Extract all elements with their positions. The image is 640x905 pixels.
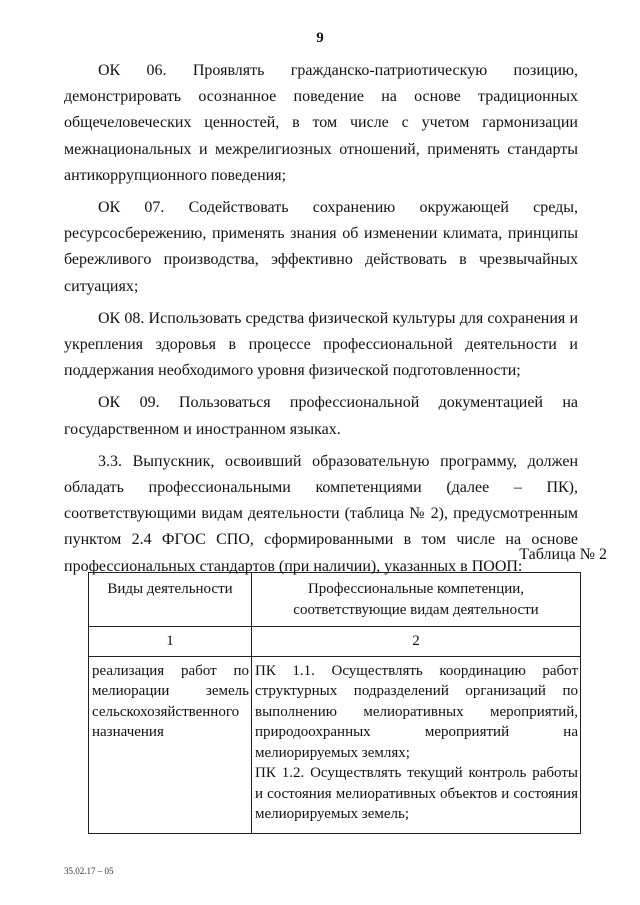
header-competences: Профессиональные компетенции, соответствующие видам деятельности: [252, 573, 581, 627]
table-header-row: [89, 573, 581, 627]
column-number-2: 2: [252, 627, 581, 657]
paragraph-3-3: 3.3. Выпускник, освоивший образовательную программу, должен обладать профессиональными компетенциями (далее – ПК), соответствующими видам деятельности (таблица № 2), предусмотренным пунктом 2.4 ФГОС СПО, сформированными в том числе на основе профессиональных стандартов (при наличии), указанных в ПООП:: [64, 452, 578, 575]
competences-table: [88, 572, 581, 834]
header-activity: Виды деятельности: [89, 573, 252, 627]
competences-cell: [252, 656, 581, 833]
competence-pk-1-1: ПК 1.1. Осуществлять координацию работ структурных подразделений организаций по выполнению мелиоративных мероприятий, природоохранных мероприятий на мелиорируемых землях;: [255, 662, 578, 761]
competence-pk-1-2: ПК 1.2. Осуществлять текущий контроль работы и состояния мелиоративных объектов и состояния мелиорируемых земель;: [255, 765, 578, 822]
paragraph-ok07: ОК 07. Содействовать сохранению окружающей среды, ресурсосбережению, применять знания об изменении климата, принципы бережливого производства, эффективно действовать в чрезвычайных ситуациях;: [64, 199, 578, 295]
page-number: 9: [316, 30, 324, 46]
paragraph-ok08: ОК 08. Использовать средства физической культуры для сохранения и укрепления здоровья в процессе профессиональной деятельности и поддержания необходимого уровня физической подготовленности;: [64, 309, 578, 380]
activity-cell: реализация работ по мелиорации земель сельскохозяйственного назначения: [89, 656, 252, 833]
paragraph-ok06: ОК 06. Проявлять гражданско-патриотическую позицию, демонстрировать осознанное поведение на основе традиционных общечеловеческих ценностей, в том числе с учетом гармонизации межнациональных и межрелигиозных отношений, применять стандарты антикоррупционного поведения;: [64, 62, 578, 184]
table-row: [89, 656, 581, 833]
footer-code: 35.02.17 – 05: [64, 866, 114, 876]
table-caption: Таблица № 2: [519, 546, 607, 563]
table-number-row: [89, 627, 581, 657]
paragraph-ok09: ОК 09. Пользоваться профессиональной документацией на государственном и иностранном языках.: [64, 394, 578, 438]
column-number-1: 1: [89, 627, 252, 657]
body-text: [64, 58, 578, 586]
